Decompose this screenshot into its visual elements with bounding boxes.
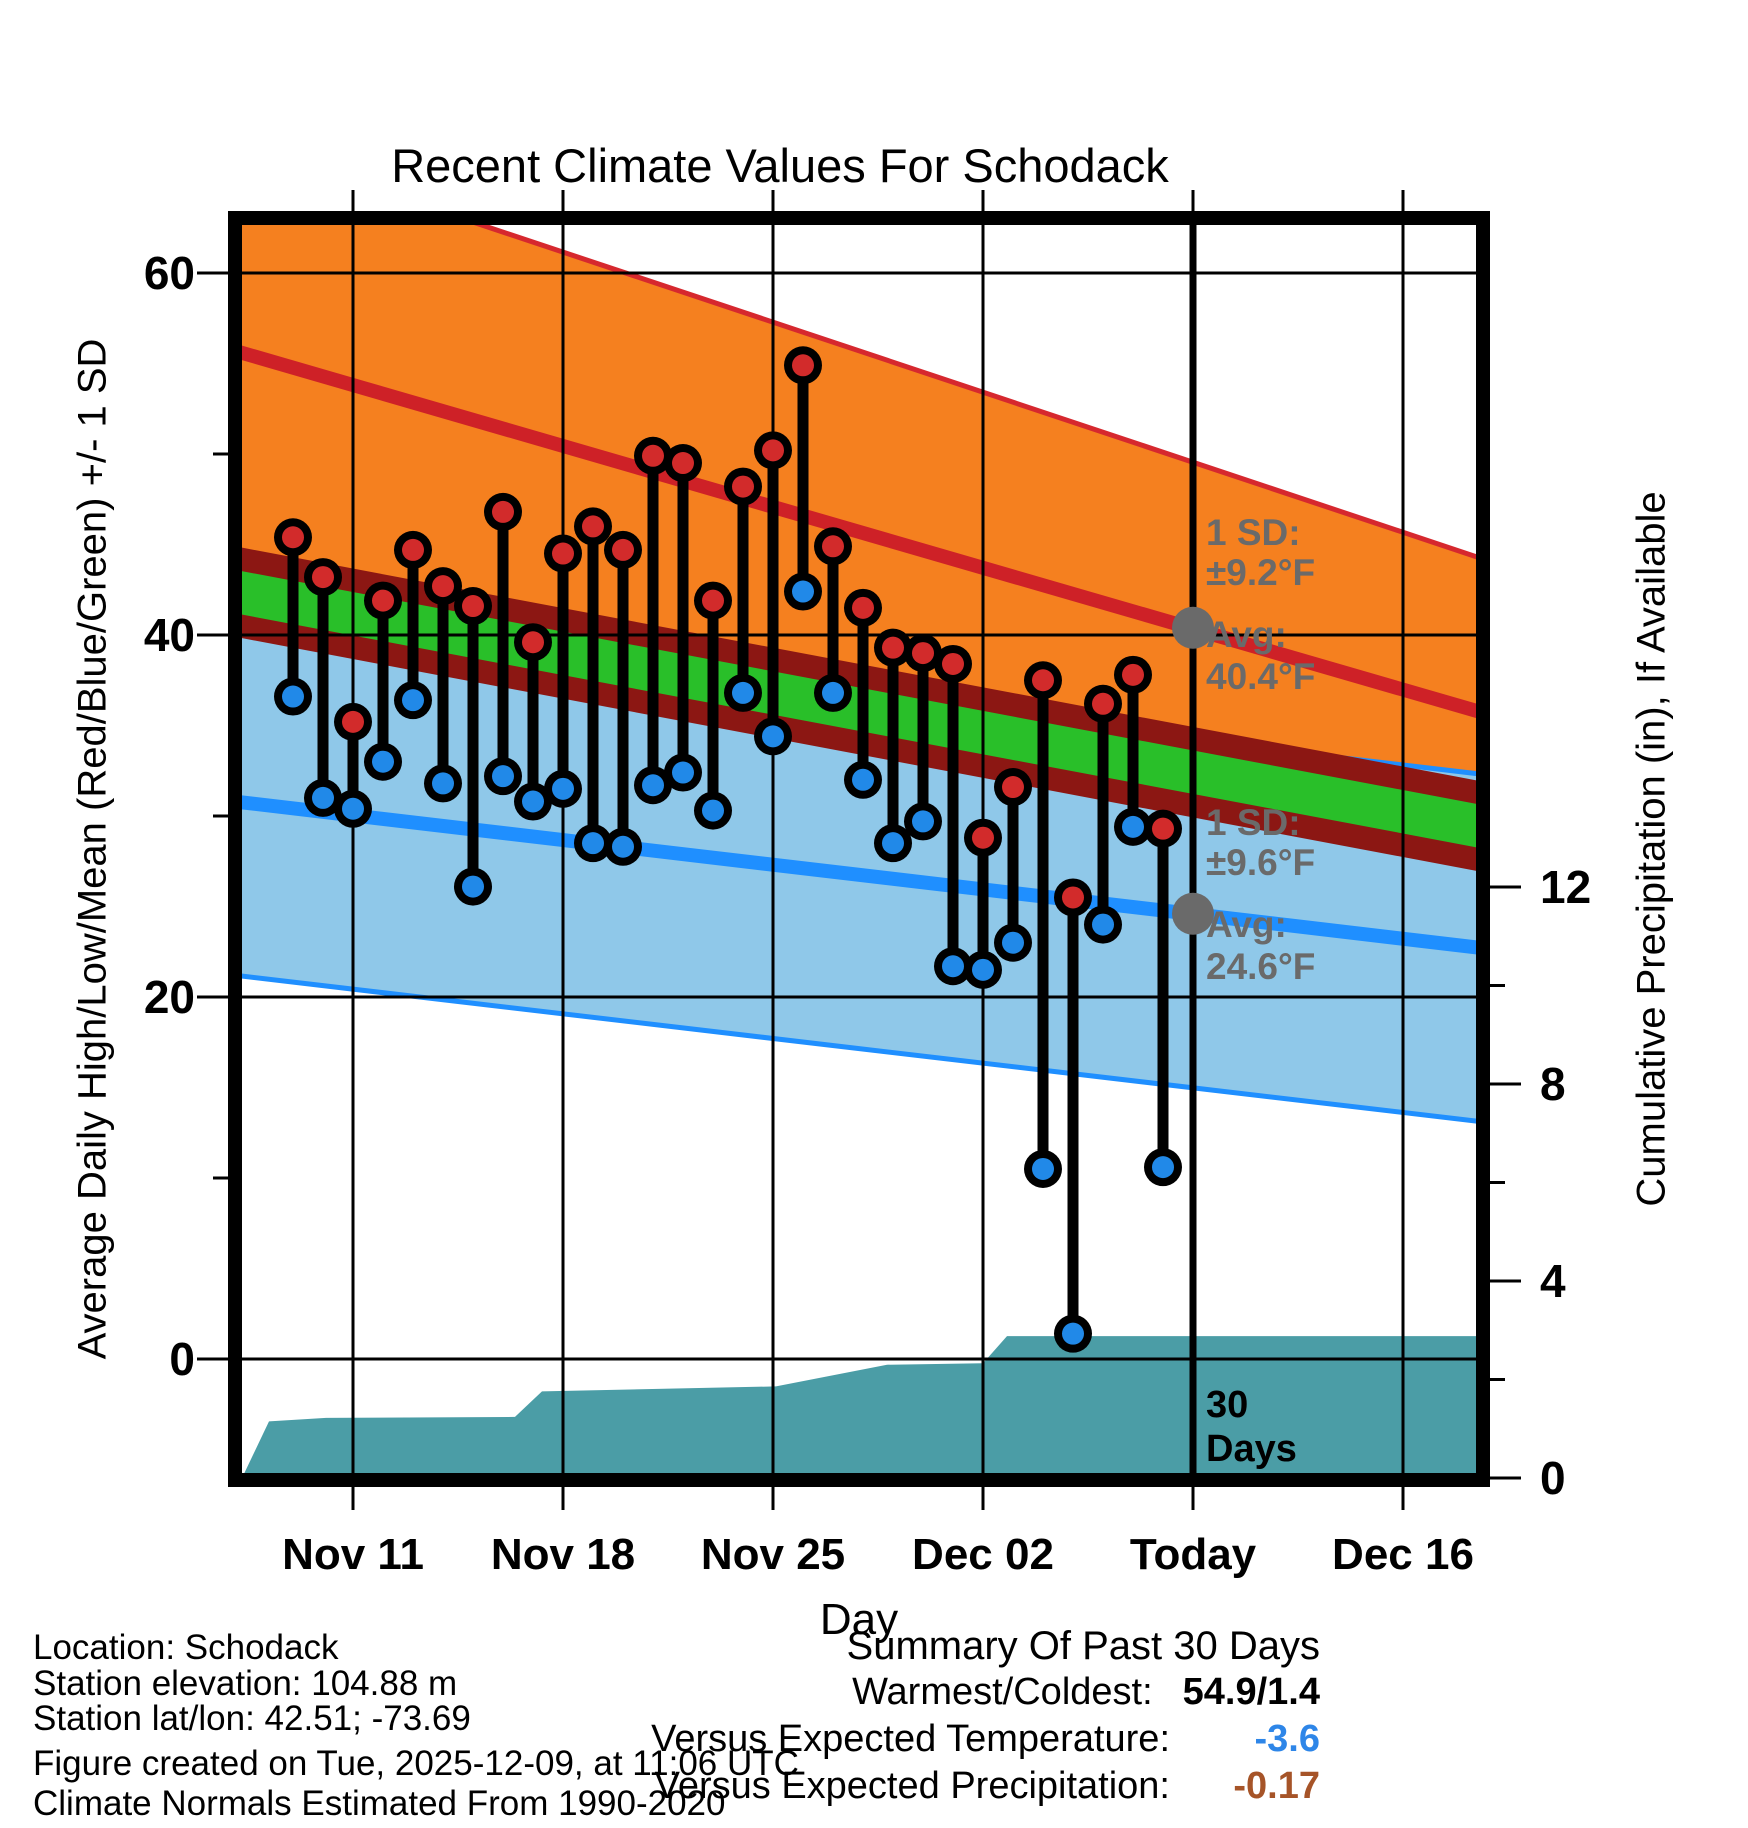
high-marker [1092,693,1114,715]
high-marker [312,566,334,588]
summary-title: Summary Of Past 30 Days [846,1624,1320,1668]
y-right-tick-12: 12 [1540,861,1592,913]
low-marker [1152,1156,1174,1178]
footer-location: Location: Schodack [33,1628,339,1667]
x-axis-title: Day [819,1595,899,1644]
y-left-axis-title: Average Daily High/Low/Mean (Red/Blue/Green) +/- 1 SD [70,338,115,1360]
high-marker [702,590,724,612]
low-marker [762,725,784,747]
low-marker [342,798,364,820]
high-marker [732,476,754,498]
high-marker [582,515,604,537]
high-marker [792,354,814,376]
low-marker [792,581,814,603]
annotation-low-avg-label: Avg: [1206,904,1287,945]
high-marker [342,711,364,733]
low-marker [942,955,964,977]
footer-normals: Climate Normals Estimated From 1990-2020 [33,1784,726,1823]
low-marker [972,959,994,981]
y-left-tick-20: 20 [143,971,195,1023]
high-marker [942,653,964,675]
annotation-low-sd-label: 1 SD: [1206,802,1301,843]
high-marker [912,642,934,664]
low-marker [702,800,724,822]
summary-warmest-coldest-value: 54.9/1.4 [1182,1671,1320,1713]
x-tick-nov11: Nov 11 [282,1530,424,1579]
annotation-high-sd-label: 1 SD: [1206,512,1301,553]
chart-title: Recent Climate Values For Schodack [391,139,1169,192]
summary-row-vs-temperature [600,1718,1320,1761]
footer-latlon: Station lat/lon: 42.51; -73.69 [33,1699,471,1738]
x-tick-dec16: Dec 16 [1332,1530,1474,1579]
cumulative-precip-area [242,1336,1493,1478]
low-marker [912,810,934,832]
low-marker [1092,914,1114,936]
footer-created: Figure created on Tue, 2025-12-09, at 11:06 UTC [33,1744,799,1783]
high-marker [762,439,784,461]
high-marker [462,595,484,617]
high-marker [1152,818,1174,840]
high-marker [522,631,544,653]
summary-warmest-coldest-label: Warmest/Coldest: [852,1671,1153,1713]
high-marker [1122,664,1144,686]
low-marker [522,791,544,813]
low-marker [642,774,664,796]
low-marker [582,832,604,854]
low-marker [822,682,844,704]
y-left-tick-0: 0 [169,1333,195,1385]
thirty-days-label-line1: 30 [1206,1384,1249,1426]
annotation-high-sd-value: ±9.2°F [1206,552,1316,593]
x-tick-nov25: Nov 25 [700,1530,846,1579]
high-marker [432,575,454,597]
annotation-low-sd-value: ±9.6°F [1206,842,1316,883]
low-marker [432,772,454,794]
summary-vs-temperature-label: Versus Expected Temperature: [651,1718,1170,1760]
low-marker [312,787,334,809]
y-right-tick-8: 8 [1540,1058,1566,1110]
high-marker [672,452,694,474]
high-marker [1062,886,1084,908]
high-marker [612,539,634,561]
annotation-high-avg-value: 40.4°F [1206,656,1316,697]
low-marker [1032,1158,1054,1180]
low-marker [852,769,874,791]
low-marker [462,876,484,898]
low-marker [372,751,394,773]
low-marker [612,836,634,858]
high-marker [552,543,574,565]
high-marker [1032,669,1054,691]
high-marker [882,637,904,659]
high-marker [972,827,994,849]
high-marker [282,526,304,548]
low-marker [1062,1323,1084,1345]
low-marker [1122,816,1144,838]
low-marker [282,686,304,708]
high-marker [492,501,514,523]
annotation-high-avg-label: Avg: [1206,614,1287,655]
footer-elevation: Station elevation: 104.88 m [33,1664,458,1703]
low-marker [672,762,694,784]
low-marker [552,778,574,800]
summary-vs-precipitation-value: -0.17 [1233,1765,1320,1807]
bands-and-area-layer [235,143,1493,1478]
low-marker [732,682,754,704]
y-right-tick-0: 0 [1540,1452,1566,1504]
x-tick-nov18: Nov 18 [490,1530,636,1579]
y-right-tick-4: 4 [1540,1255,1566,1307]
y-right-axis-title: Cumulative Precipitation (in), If Available [1629,491,1674,1207]
high-marker [822,535,844,557]
x-tick-today: Today [1129,1530,1257,1579]
annotation-low-avg-value: 24.6°F [1206,946,1316,987]
high-marker [372,590,394,612]
summary-vs-precipitation-label: Versus Expected Precipitation: [654,1765,1170,1807]
low-marker [882,832,904,854]
summary-row-vs-precipitation [600,1765,1320,1808]
summary-row-warmest-coldest [600,1671,1320,1714]
low-marker [492,765,514,787]
y-left-tick-40: 40 [143,609,195,661]
low-marker [402,689,424,711]
x-tick-dec02: Dec 02 [912,1530,1054,1579]
high-marker [402,539,424,561]
thirty-days-label-line2: Days [1206,1428,1297,1470]
y-left-tick-60: 60 [143,247,195,299]
high-marker [1002,776,1024,798]
low-marker [1002,932,1024,954]
summary-vs-temperature-value: -3.6 [1254,1718,1320,1760]
high-marker [852,597,874,619]
high-marker [642,445,664,467]
